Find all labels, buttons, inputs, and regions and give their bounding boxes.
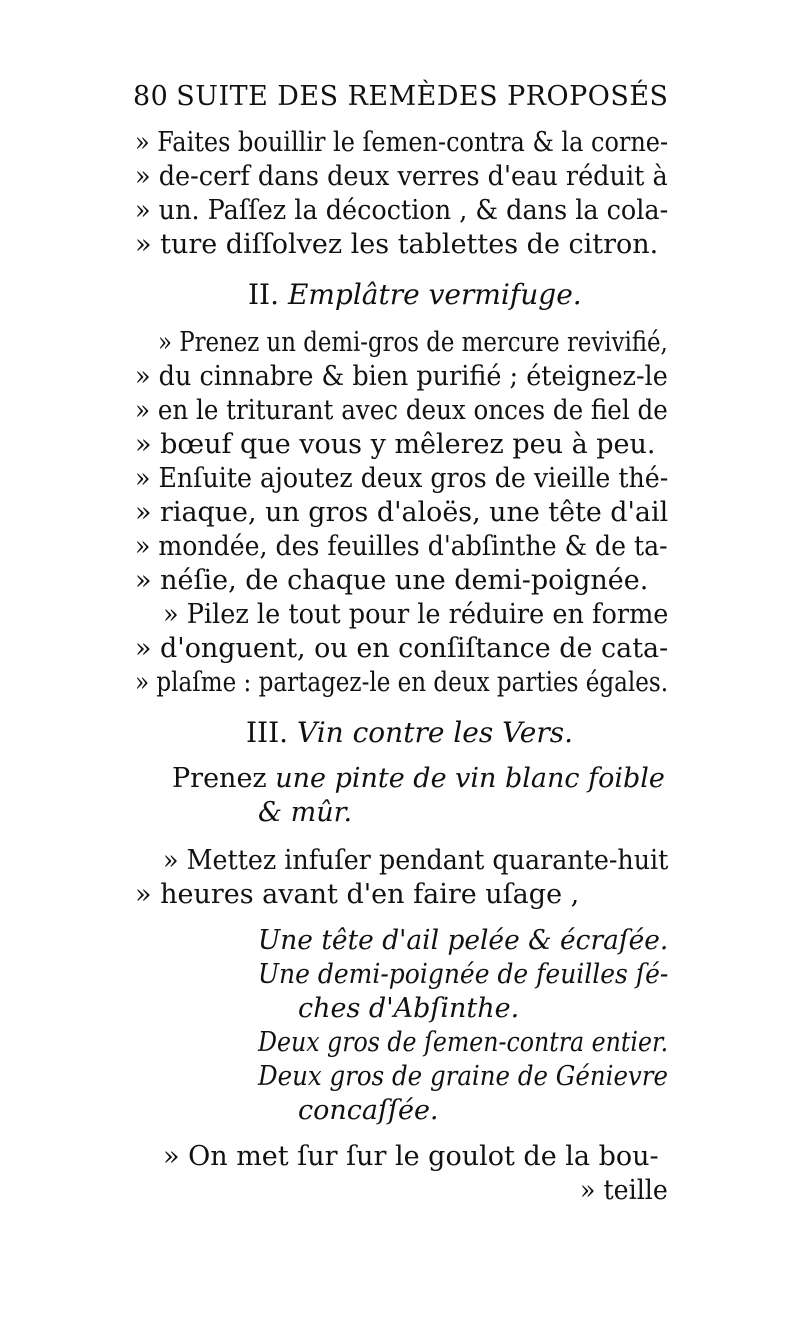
- text-line: » bœuf que vous y mêlerez peu à peu.: [135, 429, 656, 460]
- text-line: » Enſuite ajoutez deux gros de vieille thé-: [135, 463, 669, 494]
- running-header: [133, 80, 668, 114]
- text-line: » riaque, un gros d'aloës, une tête d'ail: [135, 497, 669, 528]
- running-title: SUITE DES REMÈDES PROPOSÉS: [176, 81, 669, 112]
- text-line: » du cinnabre & bien purifié ; éteignez-le: [135, 361, 668, 392]
- text-line: » Faites bouillir le ſemen-contra & la corne-: [135, 127, 669, 158]
- intro-word: Prenez: [172, 763, 267, 794]
- intro-continuation: & mûr.: [258, 797, 353, 828]
- intro-rest: une pinte de vin blanc foible: [275, 763, 665, 794]
- intro-line: [172, 762, 665, 796]
- ingredient-line: Deux gros de ſemen-contra entier.: [258, 1027, 669, 1058]
- section-title: Vin contre les Vers.: [297, 716, 573, 749]
- ingredient-line: Une demi-poignée de feuilles ſé-: [258, 959, 669, 990]
- text-line: » mondée, des feuilles d'abſinthe & de ta-: [135, 531, 668, 562]
- section-title: Emplâtre vermifuge.: [287, 278, 582, 311]
- text-line: » néſie, de chaque une demi-poignée.: [135, 565, 649, 596]
- page-number: 80: [133, 81, 169, 112]
- section-numeral: II.: [248, 278, 280, 311]
- ingredient-line: concaſſée.: [298, 1095, 439, 1126]
- text-line: » d'onguent, ou en conſiſtance de cata-: [135, 633, 669, 664]
- text-line: » On met ſur ſur le goulot de la bou-: [163, 1141, 659, 1172]
- ingredient-line: Une tête d'ail pelée & écraſée.: [258, 925, 669, 956]
- text-line: » un. Paſſez la décoction , & dans la cola-: [135, 195, 669, 226]
- text-line: » Mettez infuſer pendant quarante-huit: [163, 845, 669, 876]
- text-line: » heures avant d'en faire uſage ,: [135, 879, 580, 910]
- text-line: » de-cerf dans deux verres d'eau réduit à: [135, 161, 668, 192]
- section-heading: [248, 278, 582, 312]
- text-line: » Prenez un demi-gros de mercure revivifié,: [158, 327, 668, 358]
- text-line: » ture diſſolvez les tablettes de citron.: [135, 229, 659, 260]
- ingredient-line: ches d'Abſinthe.: [298, 993, 520, 1024]
- text-line: » plaſme : partagez-le en deux parties égales.: [135, 667, 669, 698]
- section-numeral: III.: [246, 716, 289, 749]
- section-heading: [246, 716, 573, 750]
- text-line: » Pilez le tout pour le réduire en forme: [163, 599, 669, 630]
- text-line: » en le triturant avec deux onces de fiel de: [135, 395, 668, 426]
- ingredient-line: Deux gros de graine de Génievre: [258, 1061, 668, 1092]
- catchword: » teille: [580, 1175, 668, 1206]
